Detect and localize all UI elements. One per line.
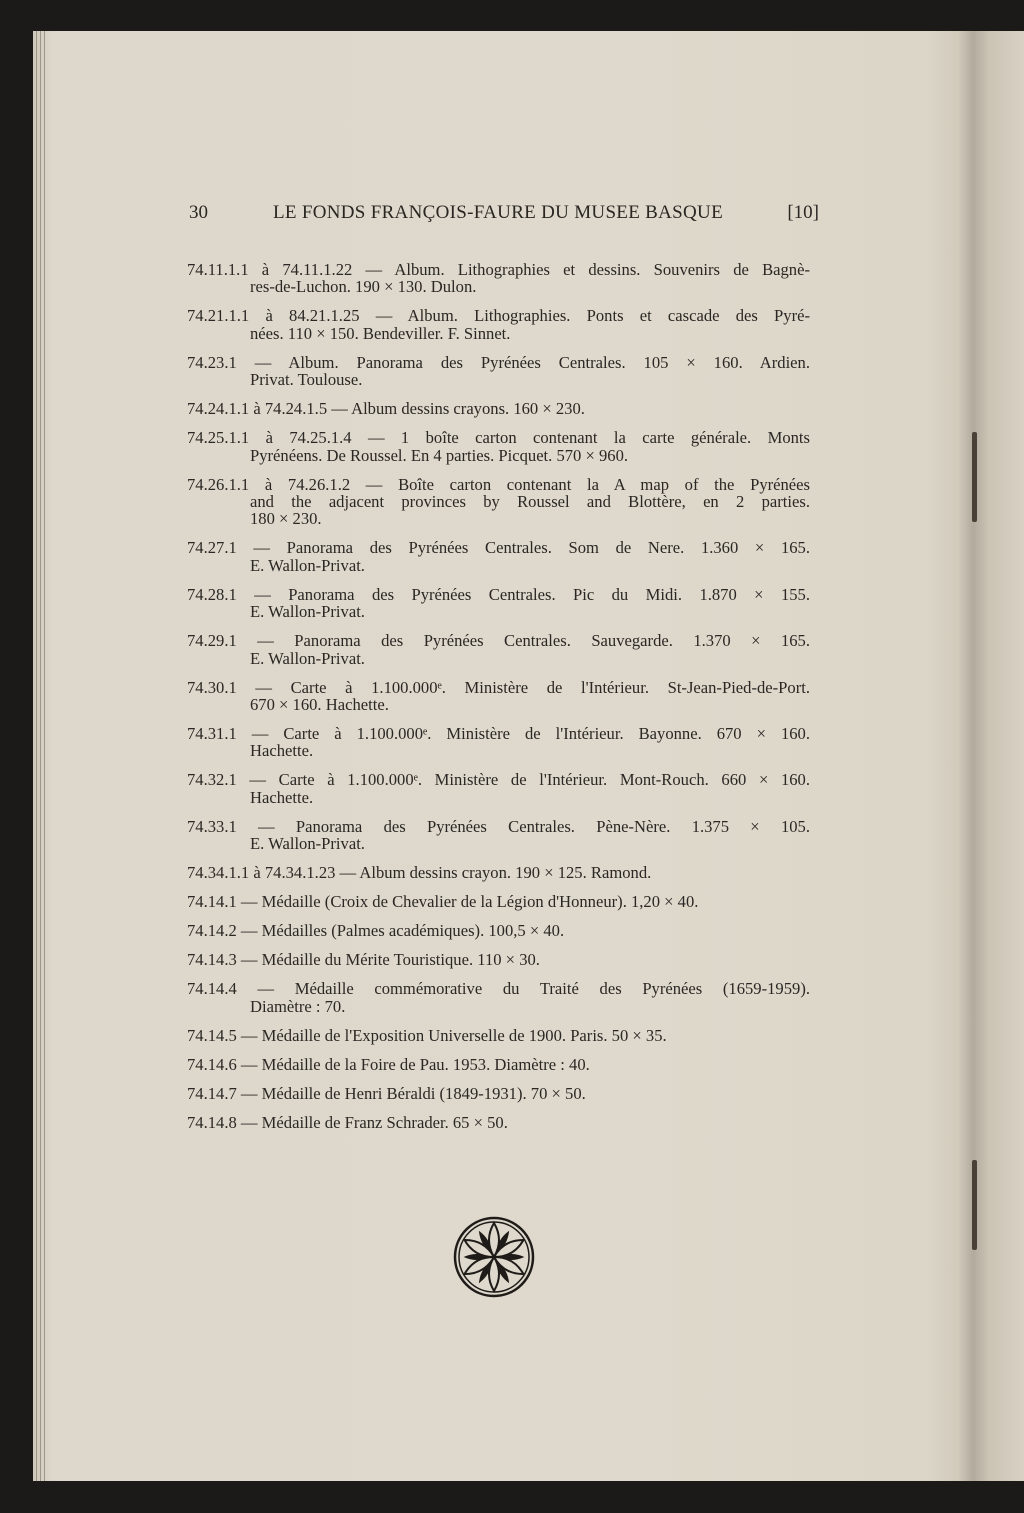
page-edge xyxy=(40,31,41,1481)
page-number: 30 xyxy=(189,202,208,223)
catalogue-entry xyxy=(187,980,810,1015)
entry-line: E. Wallon-Privat. xyxy=(250,555,365,575)
entry-line: 74.33.1 — Panorama des Pyrénées Centrales. Pène-Nère. 1.375 × 105. xyxy=(187,816,810,836)
catalogue-entry xyxy=(187,354,810,389)
catalogue-entry xyxy=(187,1114,810,1131)
rosette-inner-petal xyxy=(477,1261,493,1283)
running-header xyxy=(187,202,819,226)
entry-line: 74.25.1.1 à 74.25.1.4 — 1 boîte carton contenant la carte générale. Monts xyxy=(187,428,810,448)
entry-line: 74.14.4 — Médaille commémorative du Traité des Pyrénées (1659-1959). xyxy=(187,979,810,999)
catalogue-entry xyxy=(187,307,810,342)
catalogue-entry xyxy=(187,864,810,881)
section-number: [10] xyxy=(787,202,819,223)
catalogue-entry xyxy=(187,893,810,910)
catalogue-entry xyxy=(187,922,810,939)
entry-line: Hachette. xyxy=(250,787,314,807)
catalogue-entry xyxy=(187,1056,810,1073)
entry-line: 180 × 230. xyxy=(250,509,322,529)
entry-line: Privat. Toulouse. xyxy=(250,370,363,390)
entry-line: 74.28.1 — Panorama des Pyrénées Centrales. Pic du Midi. 1.870 × 155. xyxy=(187,584,810,604)
entry-line: 74.11.1.1 à 74.11.1.22 — Album. Lithographies et dessins. Souvenirs de Bagnè- xyxy=(187,260,810,279)
rosette-inner-petal xyxy=(477,1231,493,1253)
entry-line: Pyrénéens. De Roussel. En 4 parties. Picquet. 570 × 960. xyxy=(250,445,629,465)
entry-line: 74.27.1 — Panorama des Pyrénées Centrales. Som de Nere. 1.360 × 165. xyxy=(187,538,810,558)
entry-line: 74.14.7 — Médaille de Henri Béraldi (1849-1931). 70 × 50. xyxy=(187,1083,586,1103)
catalogue-entry xyxy=(187,632,810,667)
entry-line: 74.21.1.1 à 84.21.1.25 — Album. Lithographies. Ponts et cascade des Pyré- xyxy=(187,306,810,326)
entry-line: 74.24.1.1 à 74.24.1.5 — Album dessins crayons. 160 × 230. xyxy=(187,399,585,419)
entry-line: 670 × 160. Hachette. xyxy=(250,695,389,715)
catalogue-entry xyxy=(187,539,810,574)
catalogue-entry xyxy=(187,429,810,464)
page-edge xyxy=(44,31,45,1481)
catalogue-entry xyxy=(187,476,810,528)
entry-line: 74.14.3 — Médaille du Mérite Touristique. 110 × 30. xyxy=(187,950,540,970)
page-edge xyxy=(36,31,37,1481)
entry-line: res-de-Luchon. 190 × 130. Dulon. xyxy=(250,277,477,297)
running-title: LE FONDS FRANÇOIS-FAURE DU MUSEE BASQUE xyxy=(273,202,723,223)
entry-line: 74.14.6 — Médaille de la Foire de Pau. 1953. Diamètre : 40. xyxy=(187,1054,590,1074)
staple xyxy=(972,432,977,522)
entry-line: 74.30.1 — Carte à 1.100.000ᵉ. Ministère de l'Intérieur. St-Jean-Pied-de-Port. xyxy=(187,677,810,697)
basque-rosette-icon xyxy=(453,1216,535,1298)
catalogue-entry xyxy=(187,679,810,714)
entry-line: 74.14.2 — Médailles (Palmes académiques). 100,5 × 40. xyxy=(187,921,565,941)
catalogue-entry xyxy=(187,951,810,968)
entry-line: Diamètre : 70. xyxy=(250,996,346,1016)
entry-line: 74.31.1 — Carte à 1.100.000ᵉ. Ministère de l'Intérieur. Bayonne. 670 × 160. xyxy=(187,724,810,744)
entry-line: 74.34.1.1 à 74.34.1.23 — Album dessins crayon. 190 × 125. Ramond. xyxy=(187,863,652,883)
rosette-inner-petal xyxy=(495,1231,511,1253)
entry-line: 74.14.1 — Médaille (Croix de Chevalier de la Légion d'Honneur). 1,20 × 40. xyxy=(187,892,699,912)
entry-line: E. Wallon-Privat. xyxy=(250,648,365,668)
entry-line: E. Wallon-Privat. xyxy=(250,834,365,854)
catalogue-entries xyxy=(187,261,810,1143)
entry-line: 74.14.8 — Médaille de Franz Schrader. 65 × 50. xyxy=(187,1112,508,1132)
catalogue-entry xyxy=(187,1085,810,1102)
catalogue-entry xyxy=(187,586,810,621)
staple xyxy=(972,1160,977,1250)
catalogue-entry xyxy=(187,1027,810,1044)
entry-line: 74.32.1 — Carte à 1.100.000ᵉ. Ministère de l'Intérieur. Mont-Rouch. 660 × 160. xyxy=(187,770,810,790)
entry-line: 74.29.1 — Panorama des Pyrénées Centrales. Sauvegarde. 1.370 × 165. xyxy=(187,631,810,651)
entry-line: and the adjacent provinces by Roussel and Blottère, en 2 parties. xyxy=(250,492,810,512)
entry-line: Hachette. xyxy=(250,741,314,761)
catalogue-entry xyxy=(187,771,810,806)
catalogue-entry xyxy=(187,725,810,760)
catalogue-entry xyxy=(187,261,810,296)
entry-line: nées. 110 × 150. Bendeviller. F. Sinnet. xyxy=(250,323,511,343)
catalogue-entry xyxy=(187,400,810,417)
catalogue-entry xyxy=(187,818,810,853)
entry-line: 74.26.1.1 à 74.26.1.2 — Boîte carton contenant la A map of the Pyrénées xyxy=(187,474,810,494)
entry-line: 74.14.5 — Médaille de l'Exposition Universelle de 1900. Paris. 50 × 35. xyxy=(187,1025,667,1045)
entry-line: 74.23.1 — Album. Panorama des Pyrénées Centrales. 105 × 160. Ardien. xyxy=(187,352,810,372)
entry-line: E. Wallon-Privat. xyxy=(250,602,365,622)
book-binding xyxy=(958,31,988,1481)
